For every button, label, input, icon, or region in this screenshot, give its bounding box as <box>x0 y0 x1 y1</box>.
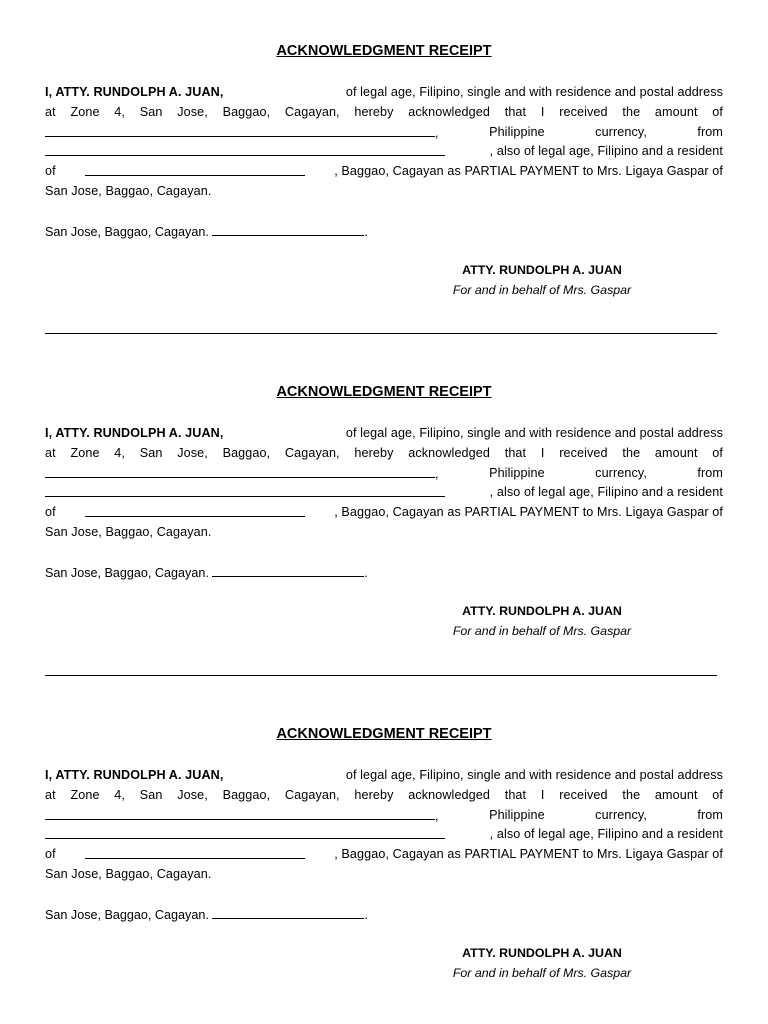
amount-blank[interactable] <box>45 464 435 478</box>
date-line: San Jose, Baggao, Cagayan. . <box>45 563 723 583</box>
signature-block <box>437 943 647 983</box>
receipt-title: ACKNOWLEDGMENT RECEIPT <box>276 384 492 400</box>
amount-blank[interactable] <box>45 806 435 820</box>
payer-name-blank[interactable] <box>45 483 445 497</box>
residence-blank[interactable] <box>85 162 305 176</box>
date-blank[interactable] <box>212 222 364 236</box>
signature-block <box>437 601 647 641</box>
receipt-title: ACKNOWLEDGMENT RECEIPT <box>276 43 492 59</box>
signer-name-inline: I, ATTY. RUNDOLPH A. JUAN, <box>45 85 224 99</box>
signer-name: ATTY. RUNDOLPH A. JUAN <box>462 603 622 618</box>
payer-name-blank[interactable] <box>45 142 445 156</box>
date-line: San Jose, Baggao, Cagayan. . <box>45 905 723 925</box>
signer-name: ATTY. RUNDOLPH A. JUAN <box>462 262 622 277</box>
signer-name-inline: I, ATTY. RUNDOLPH A. JUAN, <box>45 768 224 782</box>
cut-line-divider <box>45 675 717 676</box>
signer-name: ATTY. RUNDOLPH A. JUAN <box>462 945 622 960</box>
cut-line-divider <box>45 333 717 334</box>
signer-name-inline: I, ATTY. RUNDOLPH A. JUAN, <box>45 426 224 440</box>
receipt-2 <box>45 382 723 641</box>
date-blank[interactable] <box>212 563 364 577</box>
receipt-3 <box>45 724 723 983</box>
receipt-body: I, ATTY. RUNDOLPH A. JUAN, of legal age, Filipino, single and with residence and postal address at Zone 4, San Jose, Baggao, Cagayan, hereby acknowledged that I received the amount of , Philippine currency, from , also of legal age, Filipino and a resident of , Baggao, Cagayan as PARTIAL PAYMENT to Mrs. Ligaya Gaspar of San Jose, Baggao, Cagayan. <box>45 85 723 198</box>
on-behalf-note: For and in behalf of Mrs. Gaspar <box>452 965 632 980</box>
on-behalf-note: For and in behalf of Mrs. Gaspar <box>452 623 632 638</box>
receipt-body: I, ATTY. RUNDOLPH A. JUAN, of legal age, Filipino, single and with residence and postal address at Zone 4, San Jose, Baggao, Cagayan, hereby acknowledged that I received the amount of , Philippine currency, from , also of legal age, Filipino and a resident of , Baggao, Cagayan as PARTIAL PAYMENT to Mrs. Ligaya Gaspar of San Jose, Baggao, Cagayan. <box>45 426 723 539</box>
residence-blank[interactable] <box>85 845 305 859</box>
payer-name-blank[interactable] <box>45 825 445 839</box>
receipt-1 <box>45 41 723 300</box>
receipt-title: ACKNOWLEDGMENT RECEIPT <box>276 726 492 742</box>
signature-block <box>437 260 647 300</box>
receipt-body: I, ATTY. RUNDOLPH A. JUAN, of legal age, Filipino, single and with residence and postal address at Zone 4, San Jose, Baggao, Cagayan, hereby acknowledged that I received the amount of , Philippine currency, from , also of legal age, Filipino and a resident of , Baggao, Cagayan as PARTIAL PAYMENT to Mrs. Ligaya Gaspar of San Jose, Baggao, Cagayan. <box>45 768 723 881</box>
residence-blank[interactable] <box>85 503 305 517</box>
on-behalf-note: For and in behalf of Mrs. Gaspar <box>452 282 632 297</box>
amount-blank[interactable] <box>45 123 435 137</box>
date-blank[interactable] <box>212 905 364 919</box>
date-line: San Jose, Baggao, Cagayan. . <box>45 222 723 242</box>
